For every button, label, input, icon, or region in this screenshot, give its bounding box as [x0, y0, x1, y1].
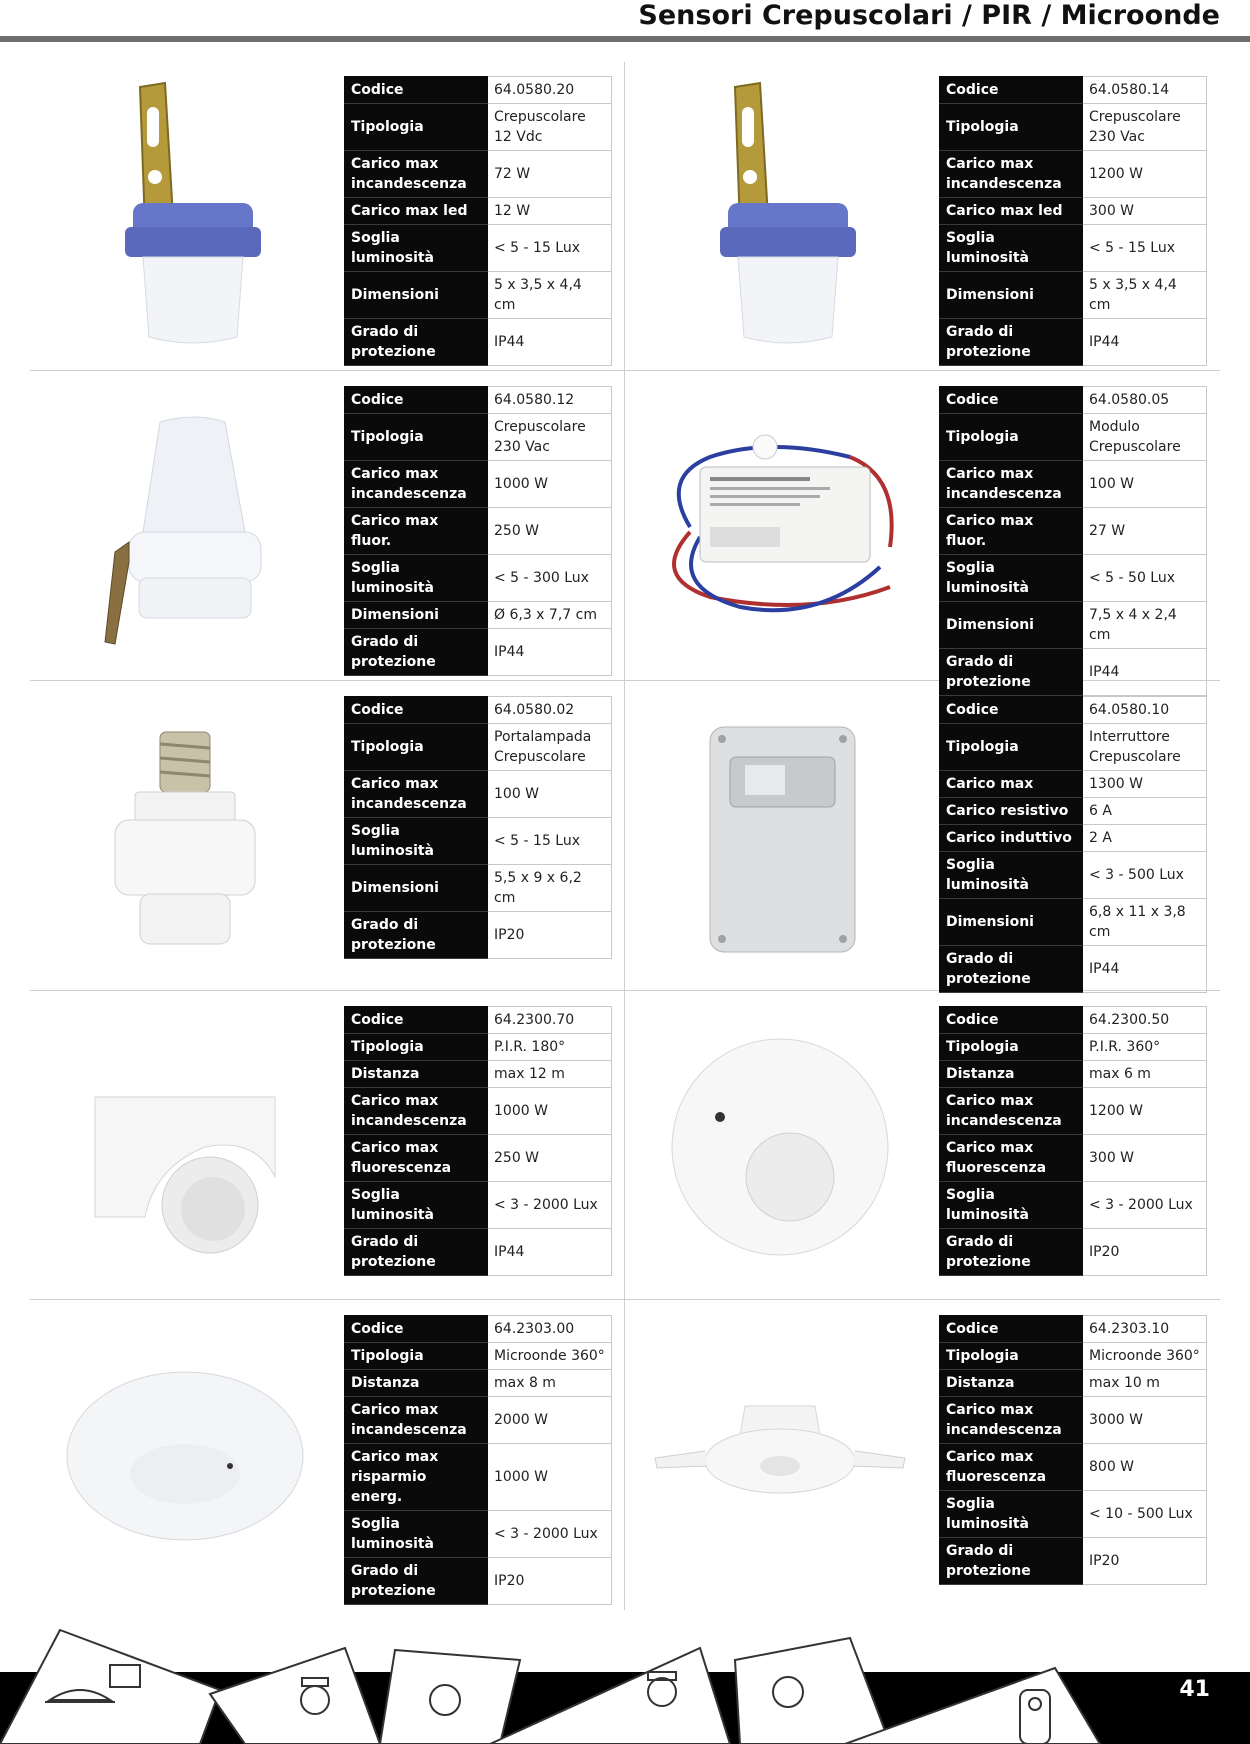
spec-row: [345, 555, 612, 602]
spec-row: [345, 602, 612, 629]
spec-value: Portalampada Crepuscolare: [488, 724, 612, 771]
spec-row: [940, 899, 1207, 946]
spec-value: IP20: [488, 912, 612, 959]
spec-value: IP44: [1083, 649, 1207, 696]
spec-key: Codice: [940, 387, 1083, 414]
spec-value: Microonde 360°: [1083, 1343, 1207, 1370]
spec-key: Tipologia: [940, 104, 1083, 151]
spec-value: Crepuscolare 12 Vdc: [488, 104, 612, 151]
spec-row: [345, 865, 612, 912]
spec-row: [940, 1316, 1207, 1343]
spec-row: [345, 818, 612, 865]
spec-key: Carico max fluorescenza: [940, 1135, 1083, 1182]
spec-row: [940, 1397, 1207, 1444]
ceiling-pir-sensor-icon: [660, 1027, 900, 1267]
spec-key: Carico max incandescenza: [940, 1397, 1083, 1444]
spec-row: [940, 1182, 1207, 1229]
spec-value: IP20: [488, 1558, 612, 1605]
spec-row: [345, 1316, 612, 1343]
spec-value: IP44: [1083, 319, 1207, 366]
spec-key: Grado di protezione: [345, 319, 488, 366]
spec-key: Grado di protezione: [345, 912, 488, 959]
spec-value: 5 x 3,5 x 4,4 cm: [1083, 272, 1207, 319]
spec-value: IP44: [1083, 946, 1207, 993]
product-card: [30, 372, 626, 682]
spec-key: Tipologia: [940, 1343, 1083, 1370]
spec-value: 250 W: [488, 508, 612, 555]
spec-value: Crepuscolare 230 Vac: [1083, 104, 1207, 151]
spec-key: Soglia luminosità: [940, 555, 1083, 602]
footer-icon-strip: [0, 1620, 1110, 1744]
spec-value: 64.0580.20: [488, 77, 612, 104]
spec-value: 12 W: [488, 198, 612, 225]
spec-row: [940, 946, 1207, 993]
spec-row: [940, 1538, 1207, 1585]
spec-row: [940, 461, 1207, 508]
spec-value: 800 W: [1083, 1444, 1207, 1491]
spec-key: Codice: [940, 1007, 1083, 1034]
spec-row: [345, 629, 612, 676]
product-card: [625, 62, 1221, 372]
spec-key: Grado di protezione: [345, 629, 488, 676]
spec-value: max 10 m: [1083, 1370, 1207, 1397]
spec-row: [345, 319, 612, 366]
spec-row: [345, 771, 612, 818]
spec-table: [344, 1315, 612, 1605]
spec-key: Carico max incandescenza: [940, 1088, 1083, 1135]
dusk-sensor-bracket-icon: [680, 77, 880, 357]
spec-row: [940, 825, 1207, 852]
spec-row: [345, 1558, 612, 1605]
spec-key: Soglia luminosità: [345, 225, 488, 272]
spec-value: IP44: [488, 629, 612, 676]
spec-row: [345, 1444, 612, 1511]
spec-key: Soglia luminosità: [940, 852, 1083, 899]
spec-value: < 10 - 500 Lux: [1083, 1491, 1207, 1538]
spec-key: Codice: [345, 1316, 488, 1343]
wall-pir-sensor-icon: [85, 1037, 285, 1257]
spec-value: 64.0580.10: [1083, 697, 1207, 724]
spec-row: [345, 1343, 612, 1370]
spec-value: IP20: [1083, 1229, 1207, 1276]
spec-key: Tipologia: [345, 414, 488, 461]
spec-row: [345, 1061, 612, 1088]
spec-row: [940, 1491, 1207, 1538]
spec-row: [940, 1088, 1207, 1135]
spec-row: [940, 1444, 1207, 1491]
spec-row: [940, 104, 1207, 151]
spec-key: Soglia luminosità: [345, 1511, 488, 1558]
spec-row: [940, 151, 1207, 198]
concierge-icon: [735, 1638, 890, 1744]
spec-table: [344, 696, 612, 959]
spec-key: Tipologia: [940, 1034, 1083, 1061]
spec-table: [939, 696, 1207, 993]
spec-key: Tipologia: [940, 414, 1083, 461]
product-image: [30, 62, 340, 372]
spec-row: [940, 198, 1207, 225]
spec-table: [344, 1006, 612, 1276]
spec-value: 7,5 x 4 x 2,4 cm: [1083, 602, 1207, 649]
spec-value: < 3 - 2000 Lux: [1083, 1182, 1207, 1229]
spec-key: Tipologia: [345, 724, 488, 771]
product-image: [625, 682, 935, 992]
spec-value: P.I.R. 180°: [488, 1034, 612, 1061]
spec-key: Distanza: [940, 1061, 1083, 1088]
spec-key: Carico max fluor.: [940, 508, 1083, 555]
product-card: [30, 62, 626, 372]
product-card: [30, 682, 626, 992]
module-with-wires-icon: [650, 417, 910, 637]
product-card: [625, 992, 1221, 1302]
recessed-microwave-sensor-icon: [645, 1366, 915, 1546]
spec-key: Dimensioni: [940, 602, 1083, 649]
product-image: [30, 992, 340, 1302]
spec-key: Soglia luminosità: [345, 818, 488, 865]
spec-value: < 3 - 500 Lux: [1083, 852, 1207, 899]
spec-key: Grado di protezione: [940, 1538, 1083, 1585]
spec-row: [940, 508, 1207, 555]
spec-row: [345, 104, 612, 151]
spec-row: [345, 387, 612, 414]
spec-value: 250 W: [488, 1135, 612, 1182]
product-card: [30, 1301, 626, 1611]
spec-value: 2000 W: [488, 1397, 612, 1444]
spec-key: Grado di protezione: [940, 319, 1083, 366]
spec-key: Carico max incandescenza: [345, 1397, 488, 1444]
product-image: [30, 372, 340, 682]
spec-key: Grado di protezione: [940, 946, 1083, 993]
spec-value: 64.2300.70: [488, 1007, 612, 1034]
product-card: [625, 682, 1221, 992]
spec-row: [345, 508, 612, 555]
spec-table: [939, 76, 1207, 366]
spec-key: Soglia luminosità: [345, 1182, 488, 1229]
dusk-sensor-bracket-icon: [85, 77, 285, 357]
spec-row: [940, 1229, 1207, 1276]
spec-row: [345, 272, 612, 319]
spec-key: Codice: [940, 77, 1083, 104]
spec-row: [345, 1088, 612, 1135]
product-card: [625, 1301, 1221, 1611]
spec-value: 1000 W: [488, 1444, 612, 1511]
spec-value: Ø 6,3 x 7,7 cm: [488, 602, 612, 629]
spec-row: [940, 697, 1207, 724]
spec-key: Tipologia: [345, 1034, 488, 1061]
spec-value: 6 A: [1083, 798, 1207, 825]
spec-row: [345, 1182, 612, 1229]
bellboy-icon: [210, 1648, 380, 1744]
spec-row: [940, 1343, 1207, 1370]
spec-key: Carico max incandescenza: [345, 461, 488, 508]
spec-value: 1000 W: [488, 461, 612, 508]
spec-value: 2 A: [1083, 825, 1207, 852]
spec-value: 1300 W: [1083, 771, 1207, 798]
spec-value: 3000 W: [1083, 1397, 1207, 1444]
spec-key: Codice: [345, 697, 488, 724]
spec-key: Soglia luminosità: [940, 1182, 1083, 1229]
spec-value: < 5 - 50 Lux: [1083, 555, 1207, 602]
spec-row: [345, 724, 612, 771]
spec-key: Tipologia: [345, 104, 488, 151]
spec-row: [940, 771, 1207, 798]
spec-value: < 5 - 15 Lux: [1083, 225, 1207, 272]
spec-value: < 5 - 15 Lux: [488, 818, 612, 865]
maid-icon: [380, 1650, 520, 1744]
spec-key: Carico max incandescenza: [345, 151, 488, 198]
door-hanger-icon: [845, 1668, 1100, 1744]
spec-row: [940, 387, 1207, 414]
spec-value: 6,8 x 11 x 3,8 cm: [1083, 899, 1207, 946]
spec-value: 300 W: [1083, 1135, 1207, 1182]
spec-row: [940, 1061, 1207, 1088]
product-image: [625, 372, 935, 682]
spec-key: Codice: [345, 387, 488, 414]
product-image: [625, 1301, 935, 1611]
spec-value: max 8 m: [488, 1370, 612, 1397]
spec-key: Carico max fluorescenza: [345, 1135, 488, 1182]
spec-key: Dimensioni: [345, 272, 488, 319]
spec-value: 1200 W: [1083, 151, 1207, 198]
spec-key: Dimensioni: [940, 272, 1083, 319]
spec-key: Carico max risparmio energ.: [345, 1444, 488, 1511]
spec-value: IP20: [1083, 1538, 1207, 1585]
page-number: 41: [1179, 1677, 1210, 1702]
spec-row: [940, 1135, 1207, 1182]
spec-value: 64.0580.12: [488, 387, 612, 414]
spec-value: max 6 m: [1083, 1061, 1207, 1088]
spec-row: [940, 1370, 1207, 1397]
spec-value: 27 W: [1083, 508, 1207, 555]
spec-row: [940, 602, 1207, 649]
spec-row: [940, 555, 1207, 602]
spec-table: [344, 76, 612, 366]
spec-value: 5 x 3,5 x 4,4 cm: [488, 272, 612, 319]
spec-row: [940, 724, 1207, 771]
spec-value: < 3 - 2000 Lux: [488, 1511, 612, 1558]
spec-value: 64.0580.02: [488, 697, 612, 724]
spec-row: [345, 1007, 612, 1034]
spec-key: Dimensioni: [345, 602, 488, 629]
spec-key: Codice: [345, 1007, 488, 1034]
product-card: [30, 992, 626, 1302]
spec-key: Dimensioni: [940, 899, 1083, 946]
spec-key: Soglia luminosità: [940, 225, 1083, 272]
spec-value: 64.2303.00: [488, 1316, 612, 1343]
spec-row: [345, 198, 612, 225]
spec-value: P.I.R. 360°: [1083, 1034, 1207, 1061]
spec-key: Carico max incandescenza: [940, 461, 1083, 508]
spec-key: Carico induttivo: [940, 825, 1083, 852]
spec-value: 1200 W: [1083, 1088, 1207, 1135]
spec-key: Distanza: [940, 1370, 1083, 1397]
spec-row: [345, 697, 612, 724]
spec-key: Carico max fluor.: [345, 508, 488, 555]
spec-value: 64.0580.14: [1083, 77, 1207, 104]
spec-key: Codice: [345, 77, 488, 104]
spec-value: Crepuscolare 230 Vac: [488, 414, 612, 461]
product-card: [625, 372, 1221, 690]
spec-key: Carico max incandescenza: [345, 771, 488, 818]
spec-value: < 5 - 300 Lux: [488, 555, 612, 602]
spec-key: Carico max led: [940, 198, 1083, 225]
spec-row: [345, 1370, 612, 1397]
spec-key: Carico max: [940, 771, 1083, 798]
title-rule: [0, 36, 1250, 42]
spec-row: [940, 77, 1207, 104]
spec-table: [939, 1006, 1207, 1276]
spec-key: Grado di protezione: [345, 1229, 488, 1276]
spec-value: 100 W: [1083, 461, 1207, 508]
spec-value: < 5 - 15 Lux: [488, 225, 612, 272]
spec-value: 1000 W: [488, 1088, 612, 1135]
spec-row: [940, 272, 1207, 319]
spec-row: [345, 1511, 612, 1558]
spec-value: 100 W: [488, 771, 612, 818]
spec-value: 72 W: [488, 151, 612, 198]
spec-row: [345, 912, 612, 959]
product-image: [30, 1301, 340, 1611]
porter-icon: [490, 1648, 730, 1744]
spec-key: Distanza: [345, 1061, 488, 1088]
spec-key: Grado di protezione: [940, 649, 1083, 696]
spec-value: 5,5 x 9 x 6,2 cm: [488, 865, 612, 912]
spec-key: Carico max fluorescenza: [940, 1444, 1083, 1491]
spec-row: [940, 1034, 1207, 1061]
spec-row: [940, 852, 1207, 899]
spec-key: Distanza: [345, 1370, 488, 1397]
spec-row: [345, 1135, 612, 1182]
spec-row: [345, 1034, 612, 1061]
spec-value: Interruttore Crepuscolare: [1083, 724, 1207, 771]
spec-key: Grado di protezione: [345, 1558, 488, 1605]
hand-bell-icon: [0, 1630, 220, 1744]
spec-value: max 12 m: [488, 1061, 612, 1088]
spec-key: Soglia luminosità: [940, 1491, 1083, 1538]
spec-row: [940, 319, 1207, 366]
lampholder-sensor-icon: [85, 712, 285, 962]
spec-key: Carico resistivo: [940, 798, 1083, 825]
product-image: [625, 62, 935, 372]
spec-key: Dimensioni: [345, 865, 488, 912]
spec-value: 300 W: [1083, 198, 1207, 225]
spec-key: Codice: [940, 1316, 1083, 1343]
spec-key: Soglia luminosità: [345, 555, 488, 602]
dome-dusk-sensor-icon: [85, 392, 285, 662]
spec-value: < 3 - 2000 Lux: [488, 1182, 612, 1229]
spec-key: Grado di protezione: [940, 1229, 1083, 1276]
ceiling-microwave-sensor-icon: [60, 1356, 310, 1556]
spec-row: [345, 225, 612, 272]
spec-value: Modulo Crepuscolare: [1083, 414, 1207, 461]
spec-row: [345, 461, 612, 508]
spec-row: [345, 414, 612, 461]
page-title: Sensori Crepuscolari / PIR / Microonde: [638, 0, 1220, 31]
spec-row: [940, 798, 1207, 825]
spec-value: IP44: [488, 1229, 612, 1276]
spec-row: [940, 225, 1207, 272]
spec-table: [344, 386, 612, 676]
product-image: [30, 682, 340, 992]
spec-value: 64.2303.10: [1083, 1316, 1207, 1343]
spec-key: Carico max incandescenza: [345, 1088, 488, 1135]
spec-value: 64.0580.05: [1083, 387, 1207, 414]
spec-table: [939, 386, 1207, 696]
spec-value: IP44: [488, 319, 612, 366]
product-image: [625, 992, 935, 1302]
spec-row: [345, 1397, 612, 1444]
spec-value: 64.2300.50: [1083, 1007, 1207, 1034]
spec-row: [345, 151, 612, 198]
spec-table: [939, 1315, 1207, 1585]
wall-box-switch-icon: [690, 717, 870, 957]
spec-key: Tipologia: [345, 1343, 488, 1370]
spec-key: Tipologia: [940, 724, 1083, 771]
spec-row: [345, 1229, 612, 1276]
spec-value: Microonde 360°: [488, 1343, 612, 1370]
spec-key: Carico max led: [345, 198, 488, 225]
spec-key: Codice: [940, 697, 1083, 724]
spec-row: [940, 1007, 1207, 1034]
spec-row: [345, 77, 612, 104]
spec-key: Carico max incandescenza: [940, 151, 1083, 198]
spec-row: [940, 414, 1207, 461]
